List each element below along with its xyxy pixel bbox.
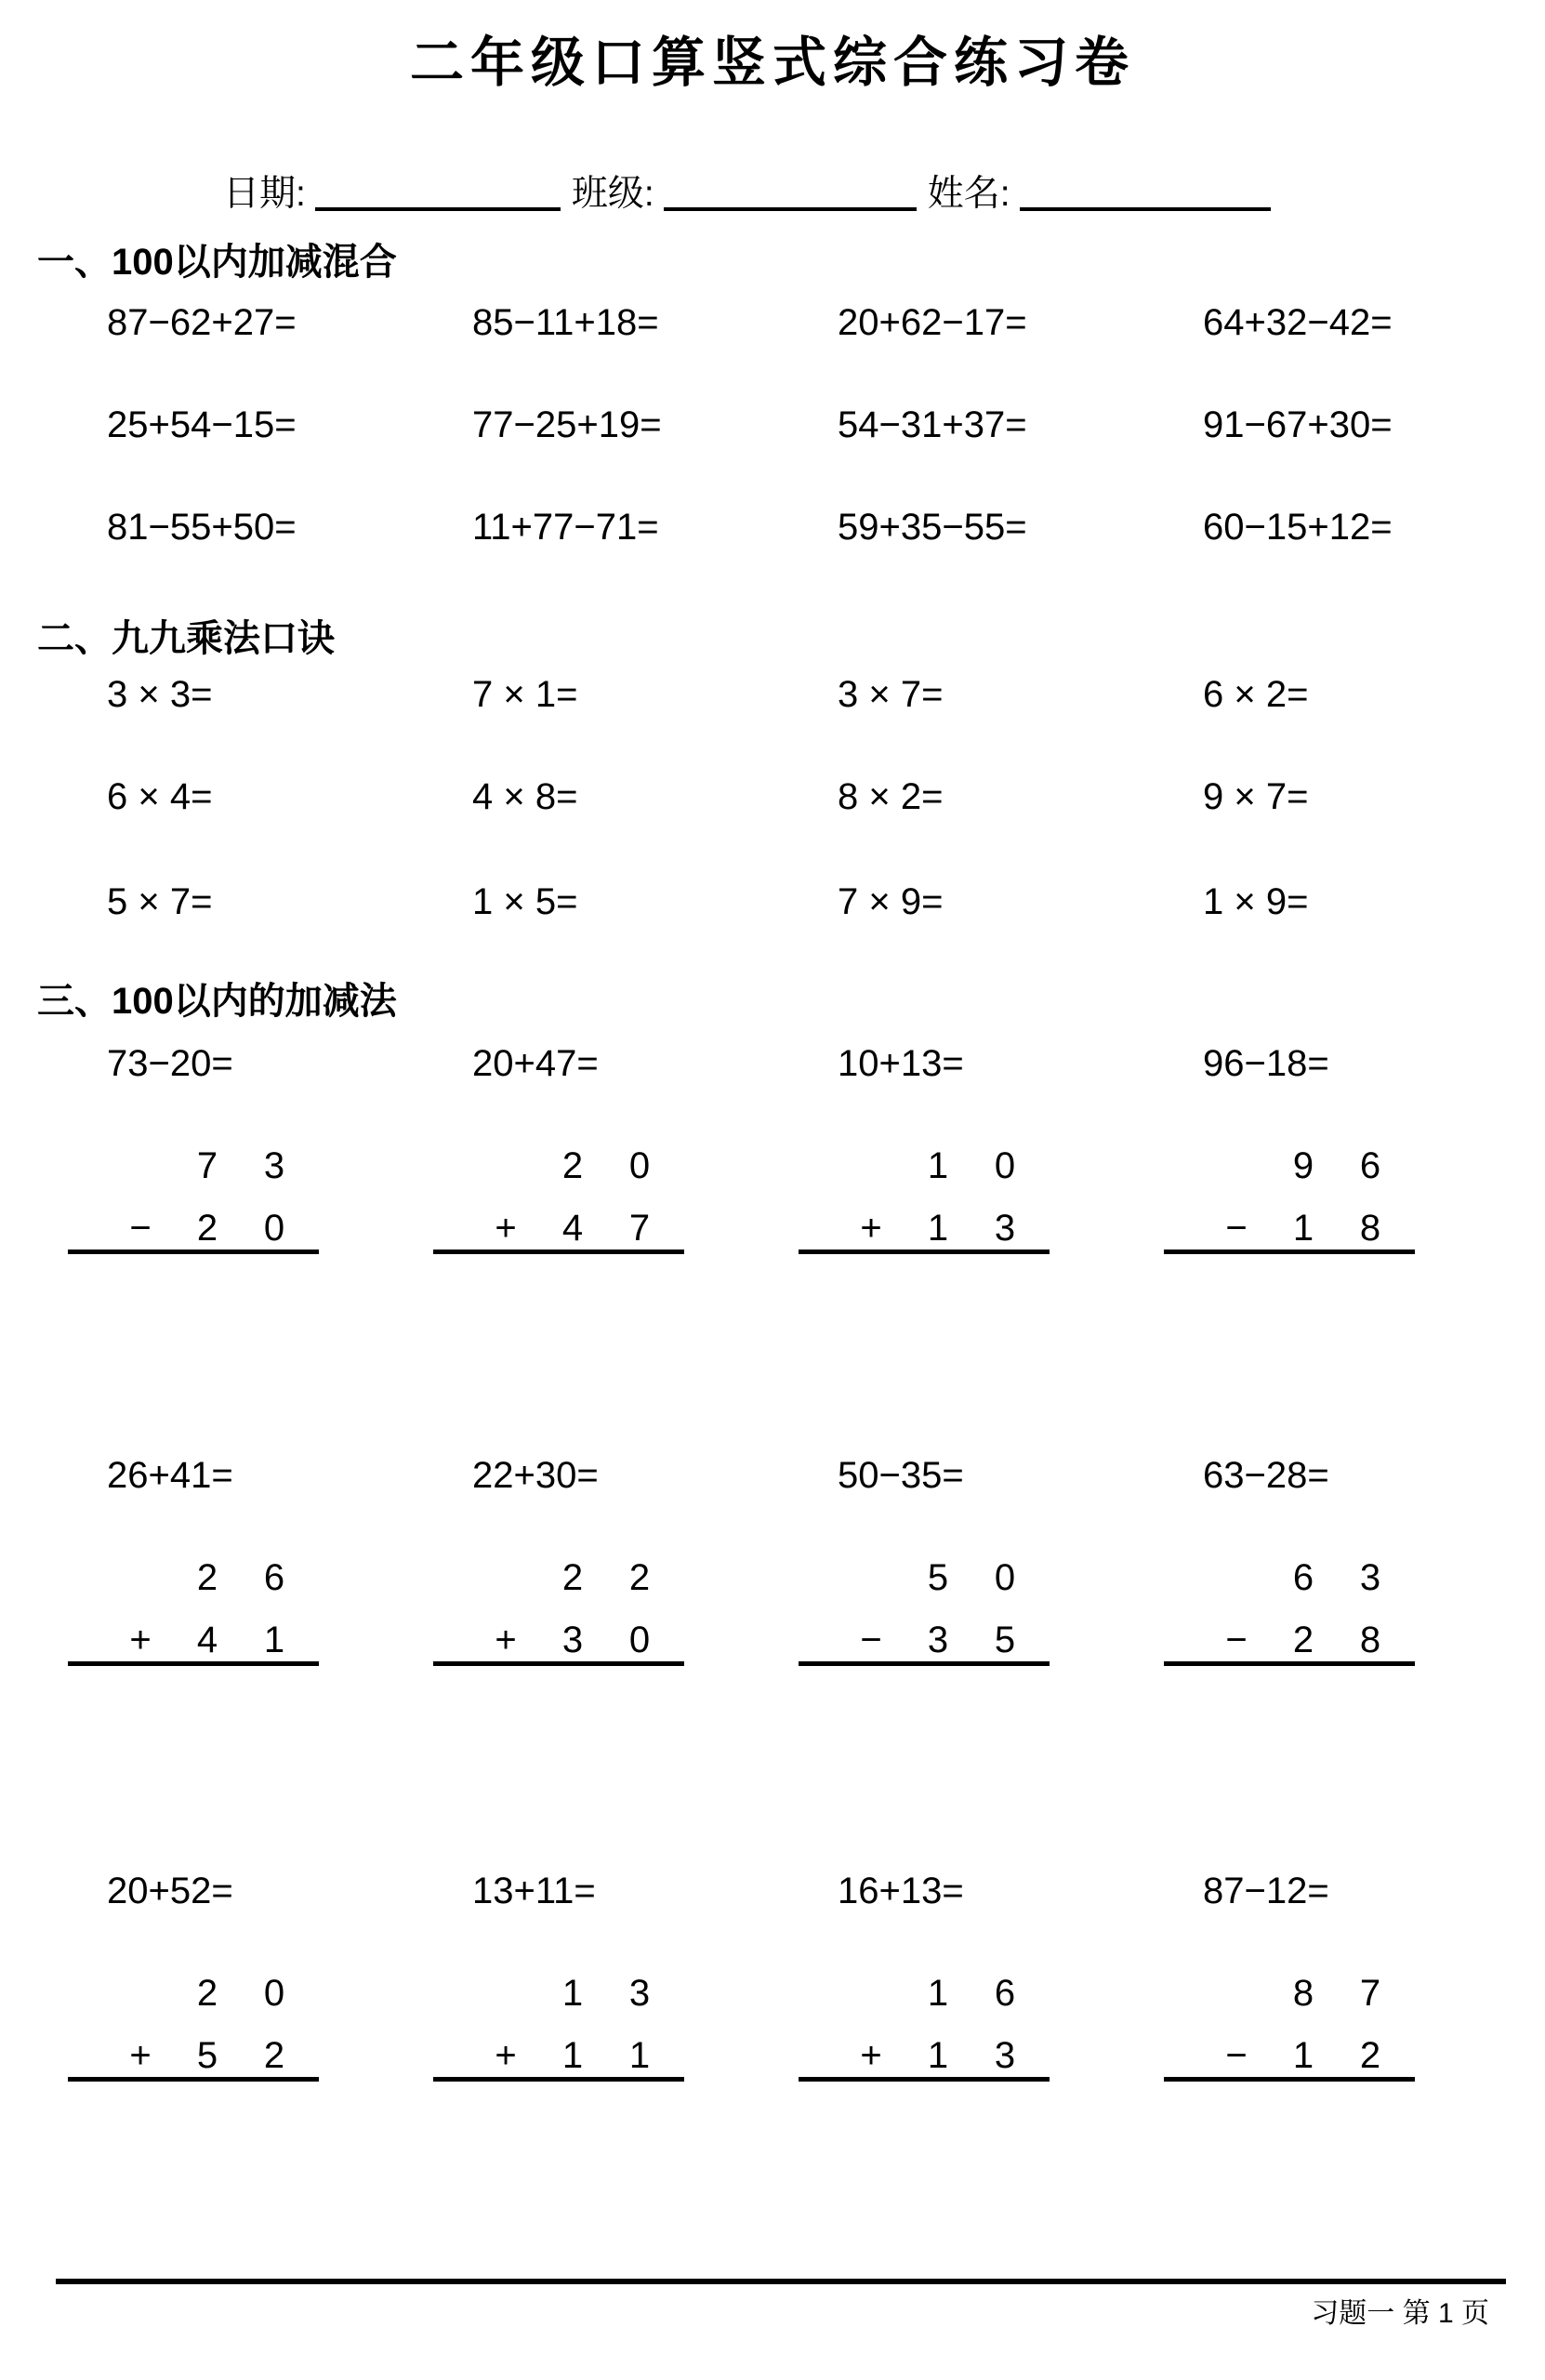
vertical-problem [1164, 1869, 1529, 2082]
problem-equation: 20+47= [472, 1043, 599, 1084]
problem: 64+32−42= [1203, 302, 1393, 343]
vertical-calculation [68, 1144, 319, 1254]
problem: 4 × 8= [472, 776, 578, 817]
top-operand [1164, 1555, 1415, 1600]
digit: 1 [1292, 2035, 1314, 2076]
digit: 0 [994, 1557, 1016, 1598]
problem-equation: 63−28= [1203, 1455, 1329, 1496]
digit: 1 [561, 2035, 584, 2076]
digit: 1 [1292, 1208, 1314, 1249]
digit: 2 [1292, 1620, 1314, 1660]
bottom-operand [799, 1206, 1050, 1250]
top-operand [1164, 1971, 1415, 2016]
digit: 5 [994, 1620, 1016, 1660]
digit: 5 [196, 2035, 218, 2076]
problem-equation: 22+30= [472, 1455, 599, 1496]
problem: 20+62−17= [838, 302, 1027, 343]
digit: 0 [628, 1145, 651, 1186]
footer-rule [56, 2279, 1506, 2284]
class-label: 班级: [571, 174, 654, 214]
digit: 2 [196, 1208, 218, 1249]
operator-sign: + [860, 2035, 882, 2076]
digit: 7 [1359, 1973, 1381, 2014]
bottom-operand [1164, 1618, 1415, 1662]
page-number: 习题一 第 1 页 [1311, 2298, 1489, 2329]
operator-sign: − [860, 1620, 882, 1660]
page-title: 二年级口算竖式综合练习卷 [409, 33, 1135, 93]
problem: 5 × 7= [107, 881, 213, 922]
digit: 2 [1359, 2035, 1381, 2076]
problem: 60−15+12= [1203, 507, 1393, 548]
top-operand [799, 1555, 1050, 1600]
operator-sign: + [495, 2035, 517, 2076]
problem: 11+77−71= [472, 507, 659, 548]
vertical-problem [799, 1041, 1164, 1254]
vertical-calculation [1164, 1971, 1415, 2082]
bottom-operand [68, 2033, 319, 2078]
digit: 2 [628, 1557, 651, 1598]
digit: 1 [263, 1620, 285, 1660]
digit: 3 [994, 1208, 1016, 1249]
problem: 59+35−55= [838, 507, 1027, 548]
problem-equation: 50−35= [838, 1455, 964, 1496]
vertical-problem [433, 1869, 799, 2082]
vertical-problem [1164, 1041, 1529, 1254]
digit: 3 [994, 2035, 1016, 2076]
digit: 8 [1359, 1208, 1381, 1249]
operator-sign: − [129, 1208, 152, 1249]
digit: 0 [628, 1620, 651, 1660]
digit: 6 [263, 1557, 285, 1598]
date-label: 日期: [223, 174, 306, 214]
operator-sign: − [1225, 1620, 1248, 1660]
problem-row [68, 300, 1545, 345]
operator-sign: + [495, 1620, 517, 1660]
digit: 1 [927, 1145, 949, 1186]
problem: 77−25+19= [472, 404, 662, 445]
bottom-operand [433, 1206, 684, 1250]
top-operand [433, 1971, 684, 2016]
problem-equation: 10+13= [838, 1043, 964, 1084]
digit: 6 [1292, 1557, 1314, 1598]
digit: 1 [927, 2035, 949, 2076]
vertical-problem-row [68, 1453, 1545, 1666]
digit: 8 [1359, 1620, 1381, 1660]
digit: 7 [628, 1208, 651, 1249]
problem: 87−62+27= [107, 302, 297, 343]
digit: 0 [994, 1145, 1016, 1186]
problem: 1 × 5= [472, 881, 578, 922]
top-operand [433, 1144, 684, 1188]
problem: 9 × 7= [1203, 776, 1309, 817]
operator-sign: − [1225, 2035, 1248, 2076]
vertical-problem [68, 1041, 433, 1254]
digit: 6 [994, 1973, 1016, 2014]
problem: 91−67+30= [1203, 404, 1393, 445]
problem: 6 × 4= [107, 776, 213, 817]
class-blank-line [664, 179, 917, 211]
digit: 4 [196, 1620, 218, 1660]
digit: 2 [561, 1557, 584, 1598]
vertical-calculation [433, 1555, 684, 1666]
vertical-problem [68, 1869, 433, 2082]
vertical-problem [1164, 1453, 1529, 1666]
vertical-problem [799, 1869, 1164, 2082]
vertical-calculation [1164, 1555, 1415, 1666]
problem-equation: 20+52= [107, 1871, 233, 1911]
problem-equation: 73−20= [107, 1043, 233, 1084]
problem-row [68, 505, 1545, 549]
problem: 8 × 2= [838, 776, 944, 817]
vertical-problem [799, 1453, 1164, 1666]
digit: 1 [927, 1973, 949, 2014]
vertical-calculation [1164, 1144, 1415, 1254]
top-operand [68, 1555, 319, 1600]
problem: 25+54−15= [107, 404, 297, 445]
problem-row [68, 672, 1545, 717]
digit: 2 [561, 1145, 584, 1186]
top-operand [799, 1971, 1050, 2016]
problem: 6 × 2= [1203, 674, 1309, 715]
digit: 0 [263, 1973, 285, 2014]
vertical-calculation [799, 1144, 1050, 1254]
problem-equation: 96−18= [1203, 1043, 1329, 1084]
digit: 5 [927, 1557, 949, 1598]
problem-row [68, 879, 1545, 924]
digit: 1 [628, 2035, 651, 2076]
problem: 1 × 9= [1203, 881, 1309, 922]
bottom-operand [799, 2033, 1050, 2078]
top-operand [68, 1971, 319, 2016]
bottom-operand [433, 2033, 684, 2078]
problem-equation: 16+13= [838, 1871, 964, 1911]
operator-sign: + [860, 1208, 882, 1249]
digit: 6 [1359, 1145, 1381, 1186]
bottom-operand [433, 1618, 684, 1662]
top-operand [433, 1555, 684, 1600]
problem-equation: 26+41= [107, 1455, 233, 1496]
problem: 3 × 3= [107, 674, 213, 715]
digit: 2 [196, 1557, 218, 1598]
vertical-calculation [433, 1971, 684, 2082]
section-1-heading: 一、100以内加减混合 [37, 242, 397, 283]
operator-sign: + [495, 1208, 517, 1249]
vertical-calculation [799, 1555, 1050, 1666]
top-operand [1164, 1144, 1415, 1188]
bottom-operand [68, 1618, 319, 1662]
operator-sign: − [1225, 1208, 1248, 1249]
date-blank-line [315, 179, 561, 211]
digit: 7 [196, 1145, 218, 1186]
digit: 3 [1359, 1557, 1381, 1598]
digit: 1 [927, 1208, 949, 1249]
digit: 2 [263, 2035, 285, 2076]
digit: 3 [927, 1620, 949, 1660]
digit: 8 [1292, 1973, 1314, 2014]
vertical-calculation [68, 1555, 319, 1666]
bottom-operand [799, 1618, 1050, 1662]
vertical-calculation [68, 1971, 319, 2082]
vertical-problem-row [68, 1041, 1545, 1254]
student-info-line [223, 173, 1545, 216]
problem: 7 × 1= [472, 674, 578, 715]
digit: 0 [263, 1208, 285, 1249]
vertical-problem-row [68, 1869, 1545, 2082]
top-operand [799, 1144, 1050, 1188]
top-operand [68, 1144, 319, 1188]
digit: 3 [628, 1973, 651, 2014]
digit: 3 [263, 1145, 285, 1186]
name-label: 姓名: [927, 174, 1010, 214]
digit: 1 [561, 1973, 584, 2014]
bottom-operand [68, 1206, 319, 1250]
vertical-calculation [799, 1971, 1050, 2082]
operator-sign: + [129, 2035, 152, 2076]
name-blank-line [1020, 179, 1271, 211]
digit: 3 [561, 1620, 584, 1660]
digit: 4 [561, 1208, 584, 1249]
section-3-heading: 三、100以内的加减法 [37, 981, 397, 1022]
vertical-problem [68, 1453, 433, 1666]
problem: 7 × 9= [838, 881, 944, 922]
problem: 81−55+50= [107, 507, 297, 548]
problem-row [68, 403, 1545, 447]
problem: 85−11+18= [472, 302, 659, 343]
digit: 2 [196, 1973, 218, 2014]
problem: 54−31+37= [838, 404, 1027, 445]
section-2-heading: 二、九九乘法口诀 [37, 618, 335, 659]
digit: 9 [1292, 1145, 1314, 1186]
vertical-calculation [433, 1144, 684, 1254]
vertical-problem [433, 1453, 799, 1666]
problem-row [68, 774, 1545, 819]
problem-equation: 87−12= [1203, 1871, 1329, 1911]
operator-sign: + [129, 1620, 152, 1660]
vertical-problem [433, 1041, 799, 1254]
bottom-operand [1164, 1206, 1415, 1250]
bottom-operand [1164, 2033, 1415, 2078]
problem: 3 × 7= [838, 674, 944, 715]
problem-equation: 13+11= [472, 1871, 596, 1911]
